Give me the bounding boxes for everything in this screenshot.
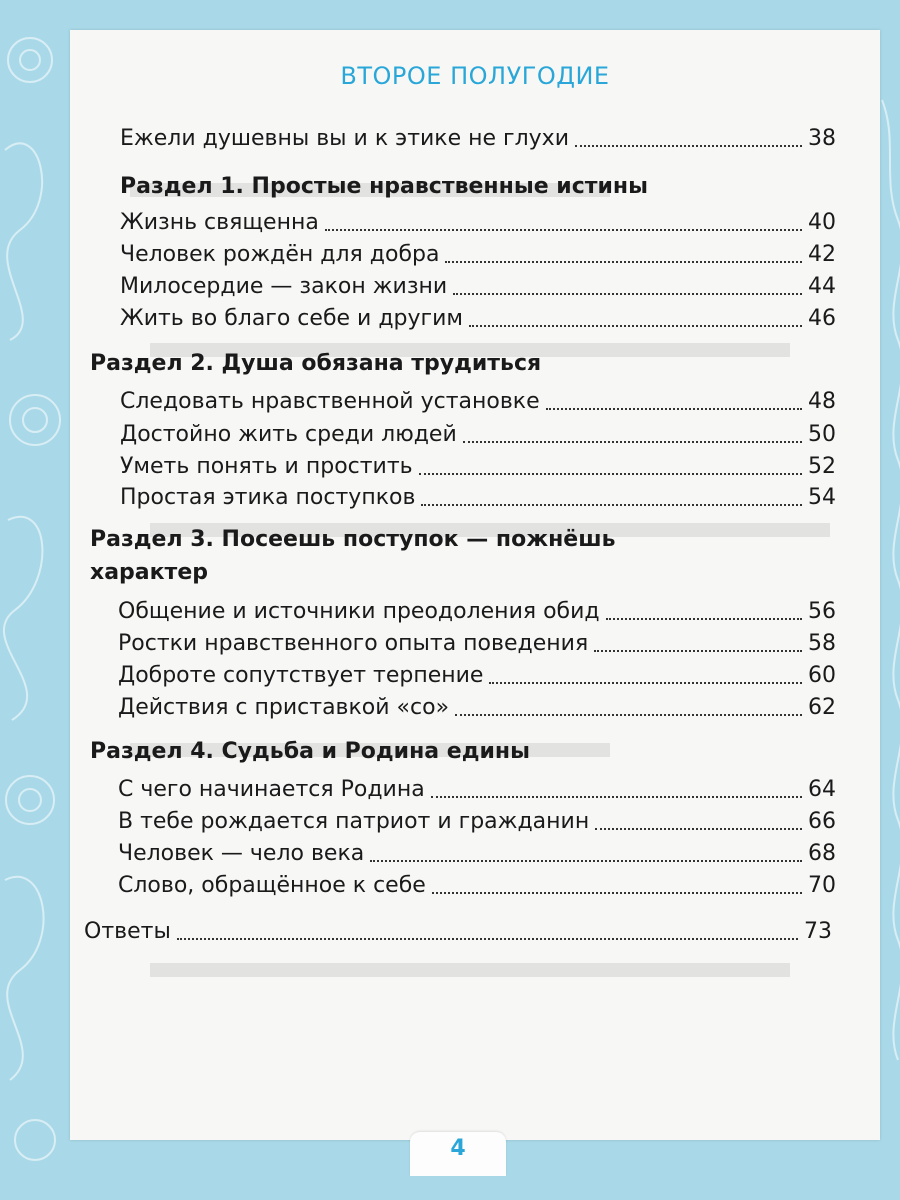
toc-entry-page: 60 [808, 663, 836, 688]
toc-entry [118, 694, 836, 722]
dot-leader [419, 472, 802, 475]
toc-entry-page: 64 [808, 777, 836, 802]
section-heading: Раздел 2. Душа обязана трудиться [90, 351, 542, 376]
toc-entry-page: 58 [808, 631, 836, 656]
floral-ornament-left [0, 0, 70, 1200]
dot-leader [594, 649, 802, 652]
toc-entry [120, 209, 836, 237]
toc-entry-title: Простая этика поступков [120, 485, 416, 510]
toc-entry-title: Ответы [84, 919, 171, 944]
dot-leader [445, 260, 802, 263]
half-title: ВТОРОЕ ПОЛУГОДИЕ [340, 62, 610, 90]
toc-entry-answers [84, 918, 832, 946]
dot-leader [606, 617, 802, 620]
toc-entry-title: Человек — чело века [118, 841, 365, 866]
toc-entry-page: 48 [808, 389, 836, 414]
toc-entry-title: С чего начинается Родина [118, 777, 425, 802]
toc-entry-page: 70 [808, 873, 836, 898]
dot-leader [431, 795, 802, 798]
toc-entry-title: Доброте сопутствует терпение [118, 663, 484, 688]
toc-entry-title: Уметь понять и простить [120, 454, 413, 479]
toc-entry-intro [120, 125, 836, 153]
toc-entry [118, 840, 836, 868]
dot-leader [575, 144, 802, 147]
toc-entry [118, 872, 836, 900]
toc-entry-page: 40 [808, 210, 836, 235]
floral-ornament-right [880, 0, 900, 1200]
dot-leader [421, 503, 802, 506]
toc-entry [118, 598, 836, 626]
section-heading: Раздел 1. Простые нравственные истины [120, 174, 649, 199]
dot-leader [453, 292, 802, 295]
toc-entry [118, 808, 836, 836]
toc-entry-page: 62 [808, 695, 836, 720]
toc-entry-page: 38 [808, 126, 836, 151]
toc-entry [120, 421, 836, 449]
dot-leader [177, 937, 798, 940]
toc-entry [120, 305, 836, 333]
toc-entry-title: Действия с приставкой «со» [118, 695, 450, 720]
toc-entry-page: 52 [808, 454, 836, 479]
section-heading-continued: характер [90, 560, 208, 585]
toc-entry-page: 73 [804, 919, 832, 944]
toc-entry-title: Ежели душевны вы и к этике не глухи [120, 126, 569, 151]
toc-entry [120, 273, 836, 301]
toc-entry-page: 54 [808, 485, 836, 510]
dot-leader [432, 891, 802, 894]
toc-entry [118, 630, 836, 658]
toc-entry-page: 46 [808, 306, 836, 331]
toc-entry [118, 662, 836, 690]
toc-entry [120, 453, 836, 481]
toc-entry-title: Общение и источники преодоления обид [118, 599, 600, 624]
dot-leader [469, 324, 802, 327]
toc-entry-title: Жить во благо себе и другим [120, 306, 463, 331]
toc-entry [120, 388, 836, 416]
toc-entry-page: 68 [808, 841, 836, 866]
toc-entry-title: Человек рождён для добра [120, 242, 440, 267]
section-heading: Раздел 3. Посеешь поступок — пожнёшь [90, 527, 616, 552]
toc-entry [118, 776, 836, 804]
toc-entry-title: Ростки нравственного опыта поведения [118, 631, 589, 656]
toc-entry-title: Следовать нравственной установке [120, 389, 540, 414]
toc-entry-page: 66 [808, 809, 836, 834]
page-number: 4 [450, 1136, 466, 1161]
dot-leader [370, 859, 802, 862]
section-heading: Раздел 4. Судьба и Родина едины [90, 739, 530, 764]
toc-entry-title: Жизнь священна [120, 210, 319, 235]
toc-entry [120, 241, 836, 269]
toc-entry-page: 56 [808, 599, 836, 624]
toc-entry [120, 484, 836, 512]
dot-leader [546, 407, 802, 410]
toc-entry-title: Достойно жить среди людей [120, 422, 457, 447]
dot-leader [595, 827, 802, 830]
dot-leader [463, 440, 802, 443]
toc-entry-page: 44 [808, 274, 836, 299]
dot-leader [325, 228, 802, 231]
toc-entry-title: В тебе рождается патриот и гражданин [118, 809, 590, 834]
toc-entry-title: Милосердие — закон жизни [120, 274, 448, 299]
dot-leader [455, 713, 802, 716]
dot-leader [489, 681, 802, 684]
toc-entry-page: 42 [808, 242, 836, 267]
toc-entry-title: Слово, обращённое к себе [118, 873, 426, 898]
toc-entry-page: 50 [808, 422, 836, 447]
